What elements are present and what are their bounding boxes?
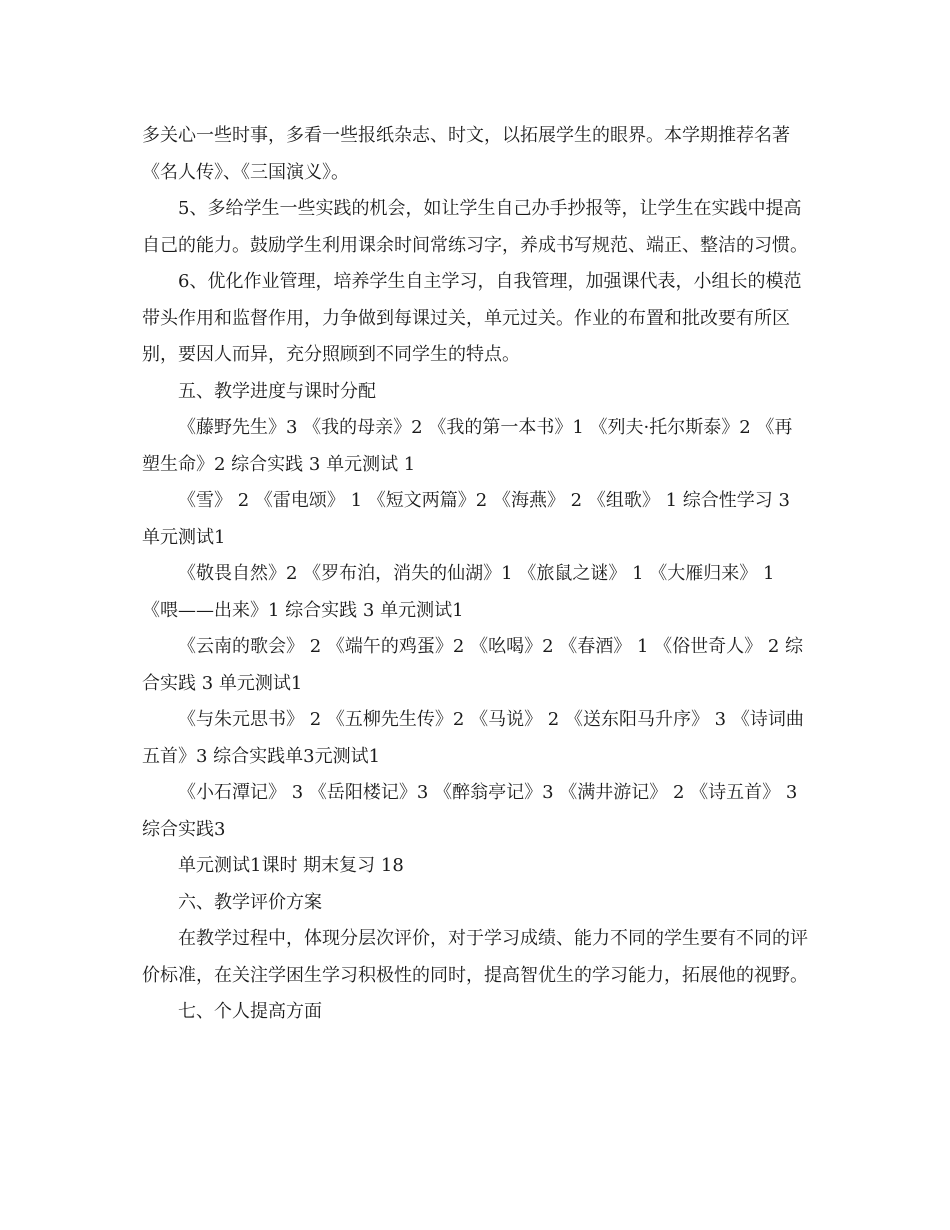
paragraph-reading-recommendation: 多关心一些时事，多看一些报纸杂志、时文，以拓展学生的眼界。本学期推荐名著《名人传》、《三国演义》。 — [142, 125, 790, 183]
section-heading-schedule: 五、教学进度与课时分配 — [178, 380, 376, 402]
schedule-final-review: 单元测试1课时 期末复习 18 — [178, 855, 404, 876]
schedule-unit-5: 《与朱元思书》 2 《五柳先生传》2 《马说》 2 《送东阳马升序》 3 《诗词曲五首》3 综合实践单3元测试1 — [142, 709, 804, 767]
schedule-unit-2: 《雪》 2 《雷电颂》 1 《短文两篇》2 《海燕》 2 《组歌》 1 综合性学习 3 单元测试1 — [142, 490, 796, 548]
schedule-unit-4: 《云南的歌会》 2 《端午的鸡蛋》2 《吆喝》2 《春酒》 1 《俗世奇人》 2 综合实践 3 单元测试1 — [142, 636, 804, 694]
schedule-unit-3: 《敬畏自然》2 《罗布泊，消失的仙湖》1 《旅鼠之谜》 1 《大雁归来》 1 《喂——出来》1 综合实践 3 单元测试1 — [142, 563, 781, 621]
schedule-unit-1: 《藤野先生》3 《我的母亲》2 《我的第一本书》1 《列夫·托尔斯泰》2 《再塑生命》2 综合实践 3 单元测试 1 — [142, 417, 793, 475]
document-body — [142, 118, 810, 1031]
paragraph-item-6-homework: 6、优化作业管理，培养学生自主学习，自我管理，加强课代表，小组长的模范带头作用和监督作用，力争做到每课过关，单元过关。作业的布置和批改要有所区别，要因人而异，充分照顾到不同学生的特点。 — [142, 271, 802, 365]
paragraph-item-5-practice: 5、多给学生一些实践的机会，如让学生自己办手抄报等，让学生在实践中提高自己的能力。鼓励学生利用课余时间常练习字，养成书写规范、端正、整洁的习惯。 — [142, 198, 808, 256]
section-heading-evaluation: 六、教学评价方案 — [178, 891, 322, 913]
paragraph-evaluation-plan: 在教学过程中，体现分层次评价，对于学习成绩、能力不同的学生要有不同的评价标准，在关注学困生学习积极性的同时，提高智优生的学习能力，拓展他的视野。 — [142, 928, 808, 986]
schedule-unit-6: 《小石潭记》 3 《岳阳楼记》3 《醉翁亭记》3 《满井游记》 2 《诗五首》 3 综合实践3 — [142, 782, 804, 840]
section-heading-personal-improvement: 七、个人提高方面 — [178, 1001, 322, 1022]
